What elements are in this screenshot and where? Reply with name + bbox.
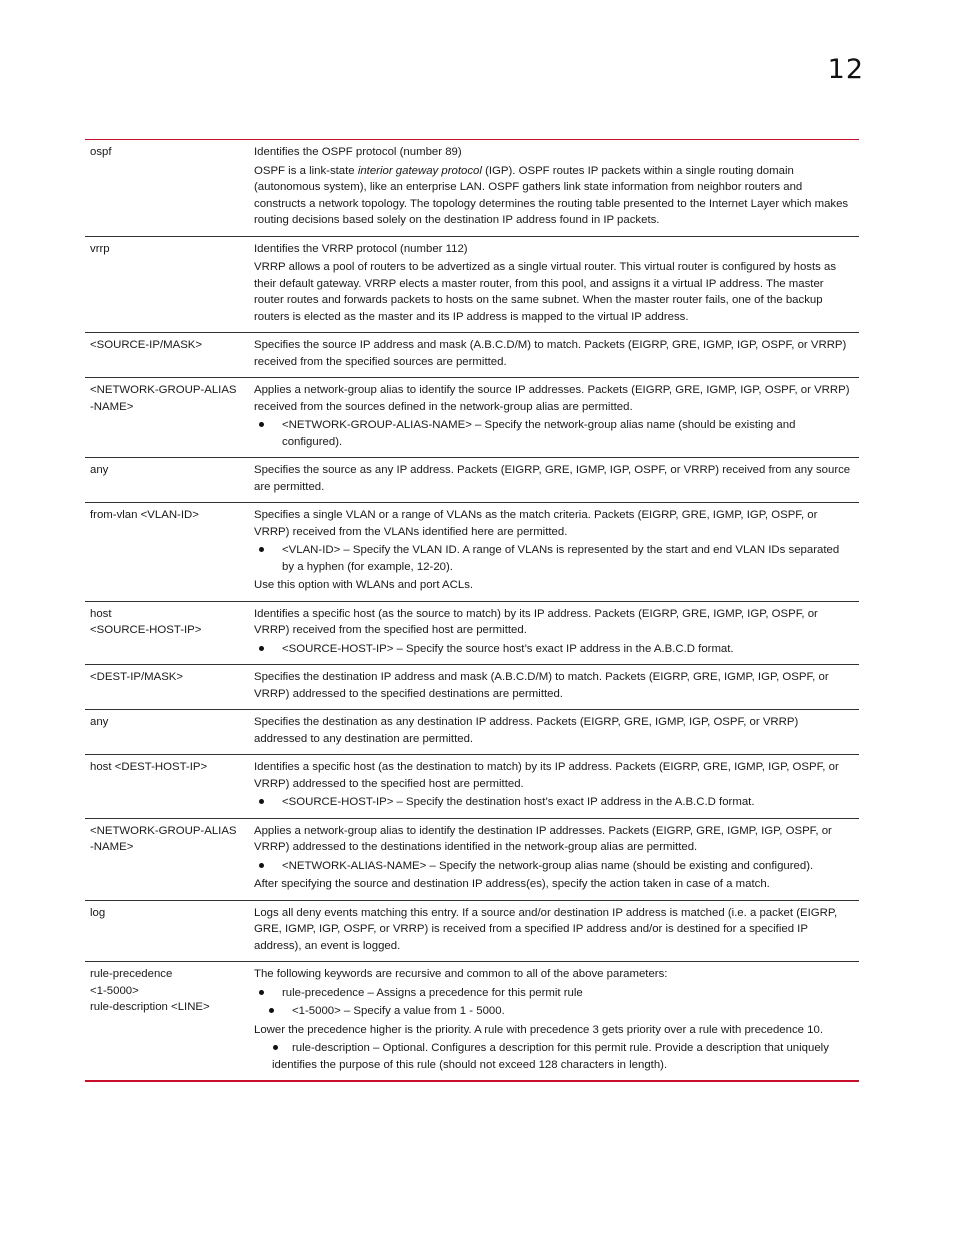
description-cell <box>250 710 859 755</box>
table-row <box>85 333 859 378</box>
description-cell <box>250 818 859 900</box>
keyword-cell <box>85 755 250 819</box>
description-text: VRRP allows a pool of routers to be advertized as a single virtual router. This virtual router is configured by hosts as their default gateway. VRRP elects a master router, from this pool, and assigns it a virtual IP address. The master router routes and forwards packets to hosts on the same subnet. When the master router fails, one of the backup routers is elected as the master and its IP address is mapped to the virtual IP address. <box>254 261 837 323</box>
description-cell <box>250 236 859 333</box>
description-text: Specifies the source IP address and mask (A.B.C.D/M) to match. Packets (EIGRP, GRE, IGMP, IGP, OSPF, or VRRP) received from the specified sources are permitted. <box>254 339 847 368</box>
keyword-text: rule-description <LINE> <box>90 1001 210 1013</box>
keyword-text: <NETWORK-GROUP-ALIAS <box>90 824 237 837</box>
bullet-icon <box>259 799 264 804</box>
description-cell <box>250 601 859 665</box>
description-text: After specifying the source and destination IP address(es), specify the action taken in case of a match. <box>254 878 770 890</box>
chapter-number: 12 <box>827 54 864 85</box>
table-row <box>85 665 859 710</box>
description-text: Specifies a single VLAN or a range of VLANs as the match criteria. Packets (EIGRP, GRE, IGMP, IGP, OSPF, or VRRP) received from the VLANs identified here are permitted. <box>254 509 818 538</box>
description-text: Identifies a specific host (as the destination to match) by its IP address. Packets (EIGRP, GRE, IGMP, IGP, OSPF, or VRRP) addressed to the specified host are permitted. <box>254 761 839 790</box>
keyword-text: host <box>90 607 112 620</box>
description-text: Specifies the destination IP address and mask (A.B.C.D/M) to match. Packets (EIGRP, GRE, IGMP, IGP, OSPF, or VRRP) addressed to the specified destinations are permitted. <box>254 671 829 700</box>
table-row <box>85 140 859 237</box>
bullet-text: <VLAN-ID> – Specify the VLAN ID. A range of VLANs is represented by the start and end VLAN IDs separated by a hyphen (for example, 12-20). <box>282 544 840 573</box>
description-text: Applies a network-group alias to identify the destination IP addresses. Packets (EIGRP, GRE, IGMP, IGP, OSPF, or VRRP) addressed to the destinations identified in the network-group alias are permitted. <box>254 824 832 853</box>
keyword-text: <SOURCE-IP/MASK> <box>90 339 203 351</box>
bullet-item <box>254 985 853 1002</box>
table-row <box>85 503 859 602</box>
bullet-text: <NETWORK-ALIAS-NAME> – Specify the network-group alias name (should be existing and configured). <box>282 859 814 872</box>
keyword-text: <SOURCE-HOST-IP> <box>90 624 202 636</box>
table-row <box>85 818 859 900</box>
keyword-text: -NAME> <box>90 841 134 853</box>
parameters-table <box>85 139 859 1082</box>
keyword-cell <box>85 236 250 333</box>
description-text: Logs all deny events matching this entry. If a source and/or destination IP address is matched (i.e. a packet (EIGRP, GRE, IGMP, IGP, OSPF, or VRRP) is received from a specified IP address and/or is destined for a specified IP address), an event is logged. <box>254 906 838 952</box>
description-text: OSPF is a link-state interior gateway protocol (IGP). OSPF routes IP packets within a single routing domain (autonomous system), like an enterprise LAN. OSPF gathers link state information from neighbor routers and constructs a network topology. The topology determines the routing table presented to the Internet Layer which makes routing decisions based solely on the destination IP address found in IP packets. <box>254 164 849 226</box>
keyword-text: <1-5000> <box>90 984 139 997</box>
bullet-icon <box>269 1008 274 1013</box>
keyword-text: <NETWORK-GROUP-ALIAS <box>90 384 237 396</box>
keyword-text: any <box>90 464 109 476</box>
bullet-text: rule-description – Optional. Configures a description for this permit rule. Provide a description that uniquely identifies the purpose of this rule (should not exceed 128 characters in length). <box>272 1042 829 1071</box>
keyword-text: ospf <box>90 146 112 158</box>
table-row <box>85 962 859 1082</box>
table-row <box>85 755 859 819</box>
bullet-icon <box>259 547 264 552</box>
description-cell <box>250 755 859 819</box>
keyword-cell <box>85 818 250 900</box>
bullet-item <box>254 1040 853 1073</box>
description-cell <box>250 333 859 378</box>
description-text: Identifies the VRRP protocol (number 112) <box>254 242 468 255</box>
keyword-cell <box>85 962 250 1082</box>
bullet-icon <box>259 990 264 995</box>
keyword-text: vrrp <box>90 242 110 255</box>
description-text: The following keywords are recursive and common to all of the above parameters: <box>254 968 668 980</box>
bullet-item <box>254 417 853 450</box>
description-cell <box>250 140 859 237</box>
description-cell <box>250 378 859 458</box>
bullet-icon <box>259 646 264 651</box>
keyword-text: <DEST-IP/MASK> <box>90 671 184 683</box>
keyword-text: from-vlan <VLAN-ID> <box>90 509 199 521</box>
keyword-cell <box>85 601 250 665</box>
keyword-cell <box>85 503 250 602</box>
keyword-cell <box>85 458 250 503</box>
bullet-text: rule-precedence – Assigns a precedence for this permit rule <box>282 986 583 999</box>
keyword-cell <box>85 900 250 962</box>
sub-bullet-item <box>254 1003 853 1020</box>
description-text: Lower the precedence higher is the priority. A rule with precedence 3 gets priority over a rule with precedence 10. <box>254 1023 824 1036</box>
table-row <box>85 601 859 665</box>
bullet-item <box>254 542 853 575</box>
bullet-item <box>254 858 853 875</box>
table-row <box>85 458 859 503</box>
description-cell <box>250 900 859 962</box>
bullet-item <box>254 641 853 658</box>
bullet-item <box>254 794 853 811</box>
bullet-icon <box>273 1045 278 1050</box>
description-cell <box>250 665 859 710</box>
table-row <box>85 378 859 458</box>
bullet-text: <NETWORK-GROUP-ALIAS-NAME> – Specify the network-group alias name (should be existing and configured). <box>282 419 796 448</box>
bullet-text: <SOURCE-HOST-IP> – Specify the destination host’s exact IP address in the A.B.C.D format. <box>282 796 755 808</box>
keyword-text: log <box>90 906 106 919</box>
description-cell <box>250 503 859 602</box>
description-cell <box>250 962 859 1082</box>
bullet-text: <1-5000> – Specify a value from 1 - 5000. <box>292 1005 505 1017</box>
description-text: Identifies the OSPF protocol (number 89) <box>254 146 462 158</box>
keyword-cell <box>85 710 250 755</box>
description-text: Specifies the source as any IP address. Packets (EIGRP, GRE, IGMP, IGP, OSPF, or VRRP) received from any source are permitted. <box>254 464 851 493</box>
table-row <box>85 710 859 755</box>
keyword-cell <box>85 140 250 237</box>
keyword-text: -NAME> <box>90 400 134 413</box>
bullet-text: <SOURCE-HOST-IP> – Specify the source host’s exact IP address in the A.B.C.D format. <box>282 642 734 655</box>
keyword-cell <box>85 333 250 378</box>
description-text: Applies a network-group alias to identify the source IP addresses. Packets (EIGRP, GRE, IGMP, IGP, OSPF, or VRRP) received from the sources defined in the network-group alias are permitted. <box>254 384 850 413</box>
keyword-text: rule-precedence <box>90 968 173 980</box>
bullet-icon <box>259 422 264 427</box>
keyword-text: host <DEST-HOST-IP> <box>90 761 208 773</box>
description-text: Specifies the destination as any destination IP address. Packets (EIGRP, GRE, IGMP, IGP, OSPF, or VRRP) addressed to any destination are permitted. <box>254 716 799 745</box>
keyword-cell <box>85 378 250 458</box>
keyword-cell <box>85 665 250 710</box>
table-row <box>85 900 859 962</box>
table-row <box>85 236 859 333</box>
description-cell <box>250 458 859 503</box>
description-text: Identifies a specific host (as the source to match) by its IP address. Packets (EIGRP, GRE, IGMP, IGP, OSPF, or VRRP) received from the specified host are permitted. <box>254 607 818 636</box>
description-text: Use this option with WLANs and port ACLs. <box>254 579 474 591</box>
bullet-icon <box>259 863 264 868</box>
keyword-text: any <box>90 716 109 728</box>
